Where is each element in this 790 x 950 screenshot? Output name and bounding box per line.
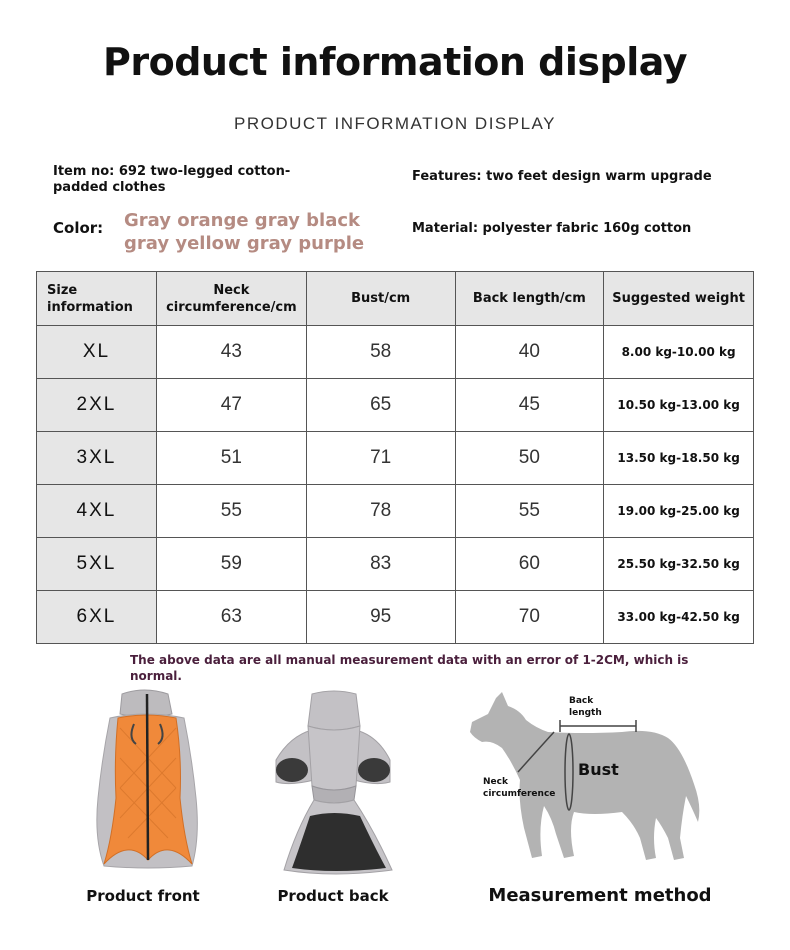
size-cell: 3XL (37, 432, 157, 485)
measurement-method-caption: Measurement method (488, 885, 712, 906)
back-cell: 60 (455, 538, 604, 591)
bust-cell: 65 (306, 379, 455, 432)
header-neck: Neck circumference/cm (156, 272, 306, 326)
neck-cell: 55 (156, 485, 306, 538)
header-bust: Bust/cm (306, 272, 455, 326)
measurement-note: The above data are all manual measurement data with an error of 1-2CM, which is normal. (130, 653, 689, 683)
neck-cell: 47 (156, 379, 306, 432)
back-cell: 50 (455, 432, 604, 485)
weight-cell: 13.50 kg-18.50 kg (604, 432, 754, 485)
table-row (37, 326, 754, 379)
back-length-label: Back length (569, 696, 602, 718)
back-cell: 55 (455, 485, 604, 538)
size-cell: 5XL (37, 538, 157, 591)
product-back-image (270, 690, 396, 878)
neck-cell: 63 (156, 591, 306, 644)
table-header-row (37, 272, 754, 326)
weight-cell: 10.50 kg-13.00 kg (604, 379, 754, 432)
neck-circumference-label: Neck circumference (483, 777, 556, 799)
weight-cell: 25.50 kg-32.50 kg (604, 538, 754, 591)
back-cell: 70 (455, 591, 604, 644)
page-title: Product information display (103, 40, 687, 84)
header-back-length: Back length/cm (455, 272, 604, 326)
neck-cell: 51 (156, 432, 306, 485)
table-row (37, 591, 754, 644)
bust-cell: 83 (306, 538, 455, 591)
color-line-1: Gray orange gray black (124, 210, 361, 231)
table-row (37, 379, 754, 432)
product-back-caption: Product back (277, 887, 389, 905)
back-cell: 45 (455, 379, 604, 432)
table-row (37, 432, 754, 485)
table-row (37, 485, 754, 538)
page-subtitle: PRODUCT INFORMATION DISPLAY (234, 114, 556, 133)
material-text: Material: polyester fabric 160g cotton (412, 221, 692, 236)
product-front-image (88, 688, 208, 876)
size-cell: 6XL (37, 591, 157, 644)
back-cell: 40 (455, 326, 604, 379)
bust-label: Bust (578, 760, 619, 779)
neck-cell: 59 (156, 538, 306, 591)
bust-cell: 78 (306, 485, 455, 538)
weight-cell: 8.00 kg-10.00 kg (604, 326, 754, 379)
bust-cell: 95 (306, 591, 455, 644)
bust-cell: 58 (306, 326, 455, 379)
header-weight: Suggested weight (604, 272, 754, 326)
size-cell: 4XL (37, 485, 157, 538)
neck-cell: 43 (156, 326, 306, 379)
product-front-caption: Product front (86, 887, 200, 905)
weight-cell: 33.00 kg-42.50 kg (604, 591, 754, 644)
size-table (36, 271, 754, 644)
color-line-2: gray yellow gray purple (124, 233, 365, 254)
weight-cell: 19.00 kg-25.00 kg (604, 485, 754, 538)
bust-cell: 71 (306, 432, 455, 485)
features-text: Features: two feet design warm upgrade (412, 169, 712, 184)
size-cell: 2XL (37, 379, 157, 432)
table-row (37, 538, 754, 591)
color-values (124, 209, 364, 255)
size-cell: XL (37, 326, 157, 379)
header-size: Size information (37, 272, 157, 326)
item-number: Item no: 692 two-legged cotton-padded clothes (53, 164, 291, 195)
color-label: Color: (53, 219, 104, 237)
